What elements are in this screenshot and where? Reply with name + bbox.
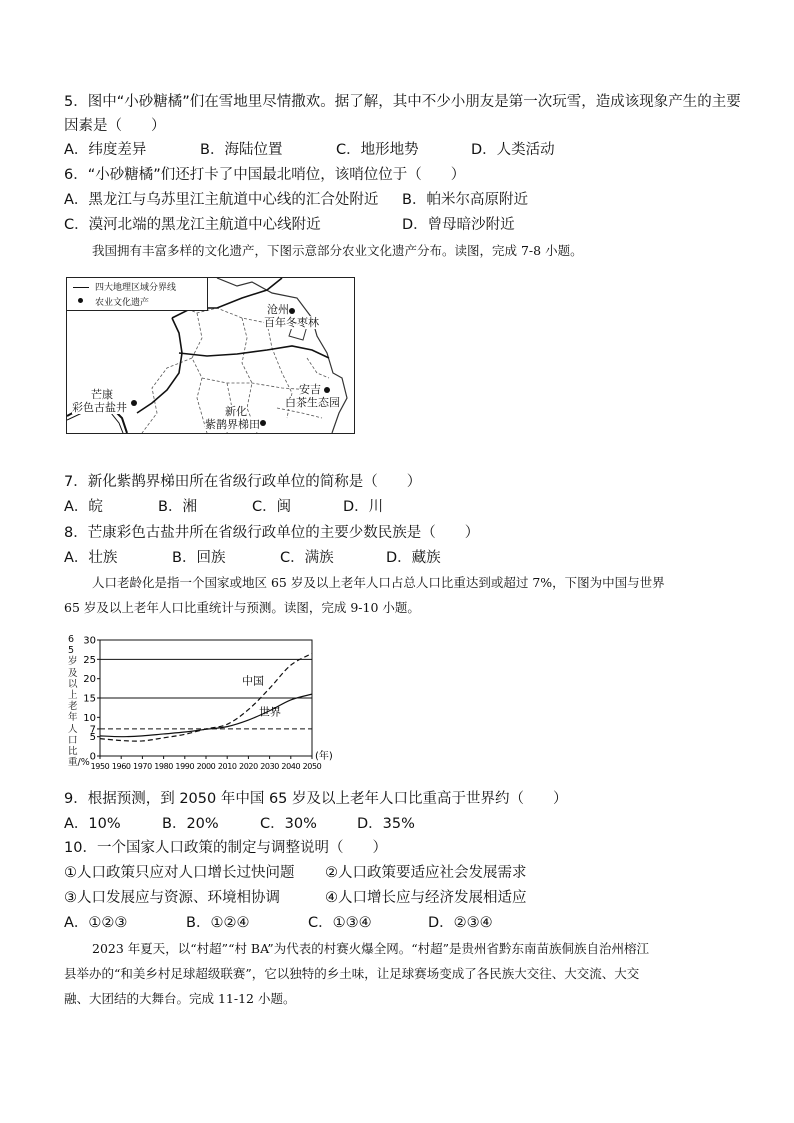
y-tick-label-20: 20 [83,674,96,686]
q5-option-a: A．纬度差异 [64,142,147,158]
y-tick-label-15: 15 [83,693,96,705]
q10-statement-3: ③人口发展应与资源、环境相协调 [64,890,280,906]
x-tick-label-1960: 1960 [111,762,131,771]
label-mangkang-heritage: 彩色古盐井 [72,401,127,414]
q7-option-a: A．皖 [64,499,103,515]
q7-stem: 7．新化紫鹊界梯田所在省级行政单位的简称是（ ） [64,474,422,490]
q7-option-d: D．川 [343,499,384,515]
legend-line-label: 四大地理区域分界线 [95,283,177,293]
heritage-dot-anji [324,387,330,393]
q10-statement-1: ①人口政策只应对人口增长过快问题 [64,865,295,881]
q5-stem-line1: 5．图中“小砂糖橘”们在雪地里尽情撒欢。据了解，其中不少小朋友是第一次玩雪，造成该现象产生的主要 [64,94,741,110]
q6-stem: 6．“小砂糖橘”们还打卡了中国最北哨位，该哨位位于（ ） [64,167,466,183]
intro-11-12-line1: 2023 年夏天，以“村超”“村 BA”为代表的村赛火爆全网。“村超”是贵州省黔东南苗族侗族自治州榕江 [92,941,649,956]
y-tick-label-30: 30 [83,635,96,647]
y-tick-label-0: 0 [89,751,96,763]
agricultural-heritage-map [66,277,355,434]
q5-option-c: C．地形地势 [336,142,419,158]
q10-option-d: D．②③④ [428,915,493,931]
q5-option-d: D．人类活动 [471,142,555,158]
q8-option-b: B．回族 [172,550,226,566]
q7-option-b: B．湘 [158,499,197,515]
series-label-china: 中国 [242,674,265,688]
q8-stem: 8．芒康彩色古盐井所在省级行政单位的主要少数民族是（ ） [64,525,480,541]
label-xinhua-heritage: 紫鹊界梯田 [205,418,260,431]
intro-11-12-line2: 县举办的“和美乡村足球超级联赛”，它以独特的乡土味，让足球赛场变成了各民族大交往、大交流、大交 [64,966,640,981]
chart-y-axis-label: 65岁及以上老年人口比重/% [68,634,90,769]
q9-option-b: B．20% [162,816,219,832]
x-axis-label: (年) [315,751,333,762]
x-tick-label-2030: 2030 [260,762,279,771]
x-tick-label-2010: 2010 [217,762,237,771]
q7-option-c: C．闽 [252,499,292,515]
series-line-china [100,654,312,742]
heritage-dot-xinhua [260,420,266,426]
q9-option-a: A．10% [64,816,121,832]
region-boundary-west [137,318,182,413]
aging-chart [64,630,334,780]
q10-statement-4: ④人口增长应与经济发展相适应 [325,890,527,906]
label-xinhua: 新化 [225,405,247,418]
series-label-world: 世界 [259,705,281,719]
legend-line-symbol [73,287,89,288]
y-tick-label-10: 10 [83,712,96,724]
q9-option-c: C．30% [260,816,317,832]
q10-stem: 10．一个国家人口政策的制定与调整说明（ ） [64,840,387,856]
x-tick-label-1990: 1990 [175,762,195,771]
q10-option-c: C．①③④ [308,915,372,931]
x-tick-label-2000: 2000 [196,762,216,771]
label-cangzhou-heritage: 百年冬枣林 [264,316,319,329]
q6-option-c: C．漠河北端的黑龙江主航道中心线附近 [64,217,321,233]
y-tick-label-25: 25 [83,654,96,666]
x-tick-label-1980: 1980 [154,762,173,771]
q6-option-b: B．帕米尔高原附近 [402,192,528,208]
q6-option-d: D．曾母暗沙附近 [402,217,515,233]
heritage-dot-cangzhou [289,308,295,314]
intro-9-10-line2: 65 岁及以上老年人口比重统计与预测。读图，完成 9-10 小题。 [64,600,420,615]
q9-option-d: D．35% [357,816,415,832]
q10-option-b: B．①②④ [186,915,250,931]
x-tick-label-2020: 2020 [239,762,258,771]
label-anji-heritage: 白茶生态园 [285,396,340,409]
q10-option-a: A．①②③ [64,915,128,931]
y-tick-label-5: 5 [89,732,96,744]
q5-option-b: B．海陆位置 [200,142,283,158]
legend-dot-label: 农业文化遗产 [95,298,150,308]
q8-option-d: D．藏族 [386,550,441,566]
x-tick-label-2050: 2050 [302,762,322,771]
intro-9-10-line1: 人口老龄化是指一个国家或地区 65 岁及以上老年人口占总人口比重达到或超过 7%，下图为中国与世界 [92,575,665,590]
aging-chart-svg [64,630,334,780]
y-tick-label-7: 7 [89,724,96,736]
x-tick-label-1950: 1950 [90,762,110,771]
label-anji: 安吉 [299,383,321,396]
q9-stem: 9．根据预测，到 2050 年中国 65 岁及以上老年人口比重高于世界约（ ） [64,791,568,807]
label-cangzhou: 沧州 [267,303,289,316]
intro-7-8: 我国拥有丰富多样的文化遗产，下图示意部分农业文化遗产分布。读图，完成 7-8 小题。 [92,243,583,258]
x-tick-label-2040: 2040 [281,762,301,771]
q10-statement-2: ②人口政策要适应社会发展需求 [325,865,527,881]
region-boundary-qinling-huaihe [179,346,329,358]
q5-stem-line2: 因素是（ ） [64,118,166,134]
intro-11-12-line3: 融、大团结的大舞台。完成 11-12 小题。 [64,991,296,1006]
label-mangkang: 芒康 [91,388,113,401]
map-legend [67,278,208,311]
q6-option-a: A．黑龙江与乌苏里江主航道中心线的汇合处附近 [64,192,379,208]
legend-dot-symbol [78,298,83,303]
q8-option-a: A．壮族 [64,550,118,566]
heritage-dot-mangkang [131,400,137,406]
x-tick-label-1970: 1970 [133,762,152,771]
q8-option-c: C．满族 [280,550,334,566]
